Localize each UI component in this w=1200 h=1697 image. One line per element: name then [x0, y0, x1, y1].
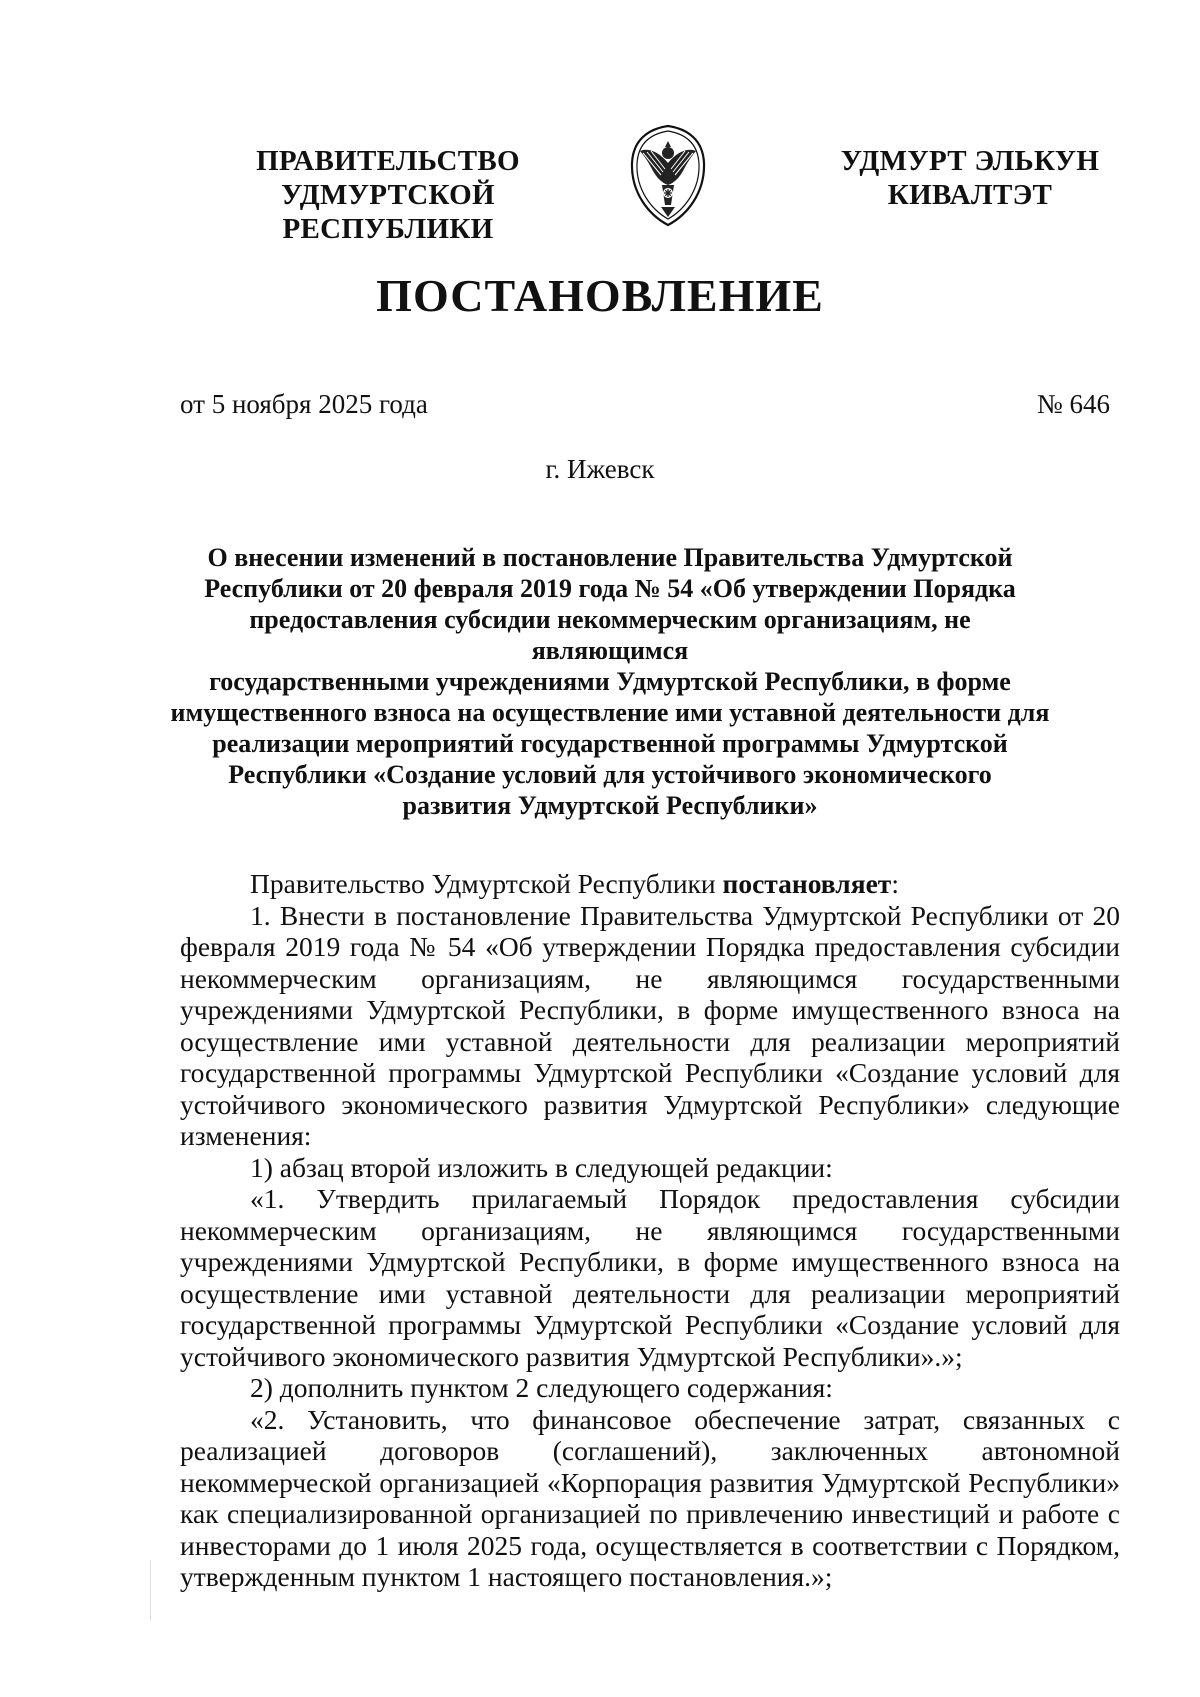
document-date: от 5 ноября 2025 года — [180, 389, 428, 419]
title-line: предоставления субсидии некоммерческим организациям, не являющимся — [249, 605, 971, 665]
document-type-heading: ПОСТАНОВЛЕНИЕ — [376, 270, 824, 321]
intro-text: Правительство Удмуртской Республики — [250, 868, 723, 899]
title-line: имущественного взноса на осуществление ими уставной деятельности для — [170, 698, 1050, 727]
title-line: государственными учреждениями Удмуртской Республики, в форме — [209, 667, 1011, 696]
header-left-line2: УДМУРТСКОЙ РЕСПУБЛИКИ — [281, 179, 495, 245]
document-body — [180, 868, 1120, 1593]
document-title — [170, 542, 1050, 821]
header-left — [178, 144, 598, 246]
header-right-line2: КИВАЛТЭТ — [887, 179, 1053, 211]
title-line: развития Удмуртской Республики» — [402, 791, 818, 820]
title-line: О внесении изменений в постановление Правительства Удмуртской — [207, 543, 1013, 572]
document-number: № 646 — [1036, 389, 1110, 419]
header-right-line1: УДМУРТ ЭЛЬКУН — [840, 145, 1100, 177]
body-paragraph-5: «2. Установить, что финансовое обеспечение затрат, связанных с реализацией договоров (соглашений), заключенных автономной некоммерческой организацией «Корпорация развития Удмуртской Республики» как специализированной организацией по привлечению инвестиций и работе с инвесторами до 1 июля 2025 года, осуществляется в соответствии с Порядком, утвержденным пунктом 1 настоящего постановления.»; — [180, 1403, 1120, 1592]
header-right — [820, 144, 1120, 212]
body-paragraph-2: 1) абзац второй изложить в следующей редакции: — [250, 1151, 833, 1183]
title-line: Республики «Создание условий для устойчивого экономического — [228, 760, 992, 789]
body-intro — [180, 868, 1120, 900]
body-paragraph-1: 1. Внести в постановление Правительства Удмуртской Республики от 20 февраля 2019 года № 54 «Об утверждении Порядка предоставления субсидии некоммерческим организациям, не являющимся государственными учреждениями Удмуртской Республики, в форме имущественного взноса на осуществление ими уставной деятельности для реализации мероприятий государственной программы Удмуртской Республики «Создание условий для устойчивого экономического развития Удмуртской Республики» следующие изменения: — [180, 899, 1120, 1151]
title-line: Республики от 20 февраля 2019 года № 54 «Об утверждении Порядка — [204, 574, 1016, 603]
title-line: реализации мероприятий государственной программы Удмуртской — [212, 729, 1008, 758]
intro-end: : — [891, 868, 899, 899]
header-left-line1: ПРАВИТЕЛЬСТВО — [256, 145, 520, 177]
document-city: г. Ижевск — [545, 454, 655, 484]
body-paragraph-4: 2) дополнить пунктом 2 следующего содержания: — [250, 1372, 833, 1403]
intro-bold-verb: постановляет — [722, 868, 892, 899]
margin-mark — [150, 1560, 151, 1620]
udmurt-coat-of-arms-icon — [627, 123, 709, 228]
body-paragraph-3: «1. Утвердить прилагаемый Порядок предоставления субсидии некоммерческим организациям, не являющимся государственными учреждениями Удмуртской Республики, в форме имущественного взноса на осуществление ими уставной деятельности для реализации мероприятий государственной программы Удмуртской Республики «Создание условий для устойчивого экономического развития Удмуртской Республики».»; — [180, 1183, 1120, 1372]
